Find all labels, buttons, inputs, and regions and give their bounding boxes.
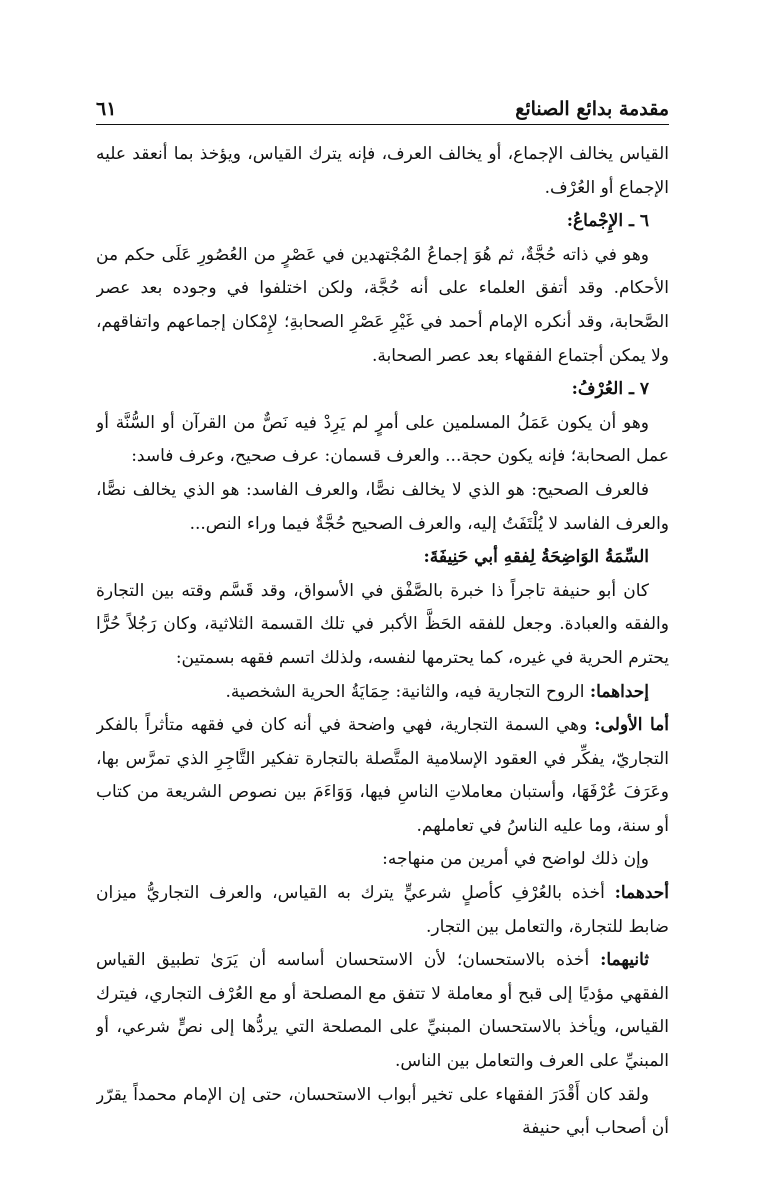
page-header	[96, 86, 669, 120]
paragraph-text: الروح التجارية فيه، والثانية: حِمَايَةُ الحرية الشخصية.	[225, 681, 585, 702]
paragraph	[96, 709, 669, 843]
lead-in: أما الأولى:	[594, 715, 669, 736]
paragraph: ولقد كان أَقْدَرَ الفقهاء على تخير أبواب الاستحسان، حتى إن الإمام محمداً يقرّر أن أصحاب أبي حنيفة	[96, 1084, 669, 1139]
paragraph: القياس يخالف الإجماع، أو يخالف العرف، فإنه يترك القياس، ويؤخذ بما أنعقد عليه الإجماع أو العُرْف.	[96, 144, 669, 198]
paragraph-text: أخذه بالعُرْفِ كأصلٍ شرعيٍّ يترك به القياس، والعرف التجاريُّ ميزان ضابط للتجارة، والتعامل بين التجار.	[96, 883, 669, 937]
lead-in: ثانيهما:	[600, 950, 649, 971]
page-number: ٦١	[96, 98, 117, 120]
paragraph: وإن ذلك لواضح في أمرين من منهاجه:	[382, 849, 649, 870]
paragraph	[96, 676, 669, 710]
paragraph: وهو أن يكون عَمَلُ المسلمين على أمرٍ لم يَرِدْ فيه نَصٌّ من القرآن أو السُّنَّة أو عمل الصحابة؛ فإنه يكون حجة... والعرف قسمان: عرف صحيح، وعرف فاسد:	[96, 412, 669, 467]
paragraph-text: أخذه بالاستحسان؛ لأن الاستحسان أساسه أن يَرَىٰ تطبيق القياس الفقهي مؤديًا إلى قبح أو معاملة لا تتفق مع المصلحة أو مع العُرْف التجاري، فيترك القياس، ويأخذ بالاستحسان المبنيِّ على المصلحة التي يردُّها إلى نصٍّ شرعي، أو المبنيِّ على العرف والتعامل بين الناس.	[96, 950, 669, 1072]
header-rule	[96, 124, 669, 125]
paragraph	[96, 944, 669, 1078]
paragraph-text: وهي السمة التجارية، فهي واضحة في أنه كان في فقهه متأثراً بالفكر التجاريّ، يفكِّر في العقود الإسلامية المتَّصلة بالتجارة تفكير التَّاجِرِ الذي تمرَّس بها، وعَرَفَ عُرْفَهَا، وأستبان معاملاتِ الناسِ فيها، وَوَاءَمَ بين نصوص الشريعة من كتاب أو سنة، وما عليه الناسُ في تعاملهم.	[96, 715, 669, 836]
lead-in: أحدهما:	[614, 883, 669, 904]
section-heading-ijma: ٦ ـ الإِجْماعُ:	[566, 211, 649, 232]
page-body	[96, 138, 669, 1168]
paragraph: فالعرف الصحيح: هو الذي لا يخالف نصًّا، والعرف الفاسد: هو الذي يخالف نصًّا، والعرف الفاسد لا يُلْتَفَتُ إليه، والعرف الصحيح حُجَّةٌ فيما وراء النص...	[96, 479, 669, 534]
section-heading-abu-hanifa: السِّمَةُ الوَاضِحَةُ لِفقهِ أبي حَنِيفَةَ:	[423, 547, 649, 568]
running-title: مقدمة بدائع الصنائع	[515, 98, 669, 120]
lead-in: إحداهما:	[589, 681, 649, 702]
paragraph: كان أبو حنيفة تاجراً ذا خبرة بالصَّفْق في الأسواق، وقد قَسَّم وقته بين التجارة والفقه والعبادة. وجعل للفقه الحَظَّ الأكبر في تلك القسمة الثلاثية، وكان رَجُلاً حُرًّا يحترم الحرية في غيره، كما يحترمها لنفسه، ولذلك اتسم فقهه بسمتين:	[96, 580, 669, 668]
section-heading-urf: ٧ ـ العُرْفُ:	[571, 379, 649, 400]
paragraph	[96, 877, 669, 944]
paragraph: وهو في ذاته حُجَّةٌ، ثم هُوَ إجماعُ المُجْتهدين في عَصْرٍ من العُصُورِ عَلَى حكم من الأحكام. وقد أتفق العلماء على أنه حُجَّة، ولكن اختلفوا في وجوده بعد عصر الصَّحابة، وقد أنكره الإمام أحمد في غَيْرِ عَصْرِ الصحابةِ؛ لإِمْكان إجماعهم واتفاقهم، ولا يمكن أجتماع الفقهاء بعد عصر الصحابة.	[96, 244, 669, 366]
